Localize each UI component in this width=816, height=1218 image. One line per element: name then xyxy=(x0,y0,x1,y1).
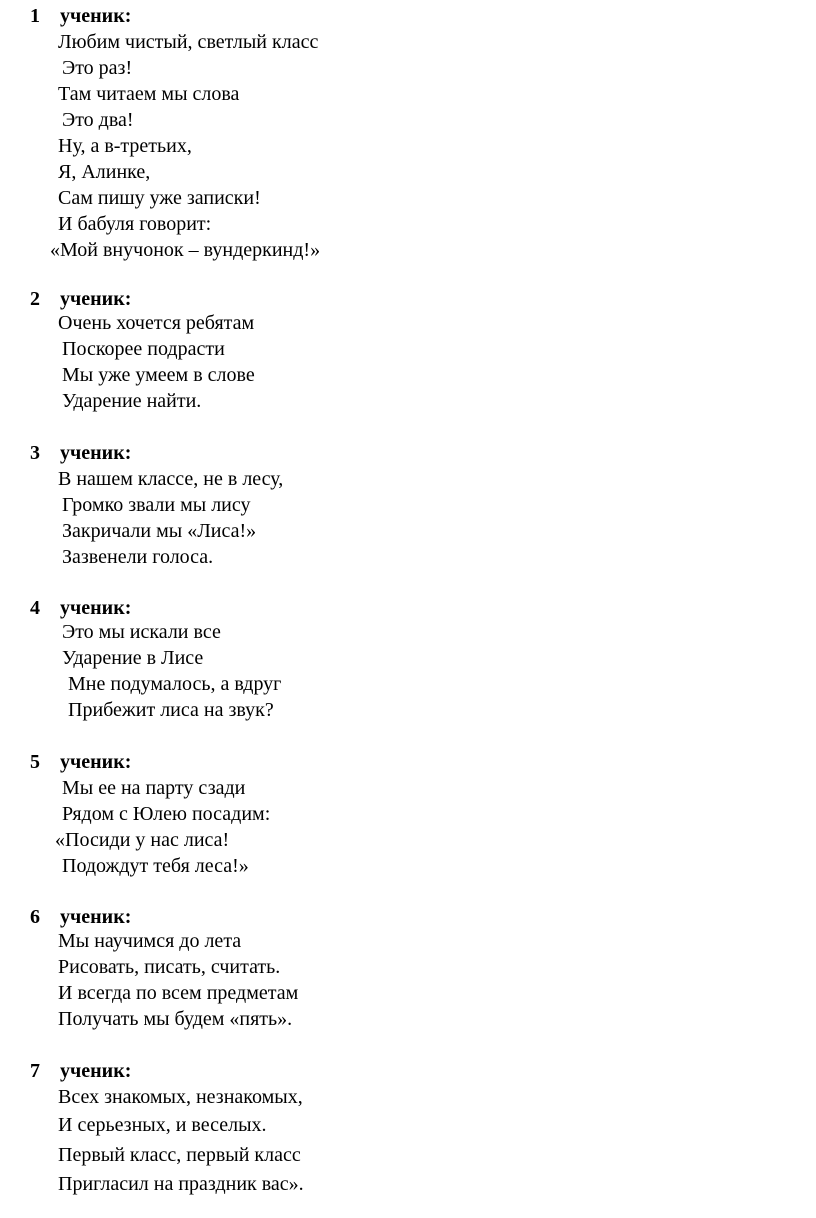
stanza-3 xyxy=(0,440,816,570)
verse-line: Любим чистый, светлый класс xyxy=(58,31,319,53)
verse-line: Всех знакомых, незнакомых, xyxy=(58,1086,303,1108)
stanza-heading xyxy=(30,3,131,29)
verse-line: Мы ее на парту сзади xyxy=(62,777,246,799)
stanza-4 xyxy=(0,595,816,725)
verse-line: Получать мы будем «пять». xyxy=(58,1008,293,1030)
stanza-number: 6 xyxy=(30,906,40,928)
stanza-speaker: ученик: xyxy=(60,5,132,27)
verse-line: Мы научимся до лета xyxy=(58,930,242,952)
verse-line: Рядом с Юлею посадим: xyxy=(62,803,271,825)
verse-line: Поскорее подрасти xyxy=(62,338,225,360)
stanza-speaker: ученик: xyxy=(60,597,132,619)
verse-line: Это мы искали все xyxy=(62,621,221,643)
verse-line: Ударение найти. xyxy=(62,390,202,412)
verse-line: «Посиди у нас лиса! xyxy=(55,829,230,851)
verse-line: Ну, а в-третьих, xyxy=(58,135,192,157)
stanza-number: 5 xyxy=(30,751,40,773)
verse-line: Я, Алинке, xyxy=(58,161,151,183)
verse-line: И серьезных, и веселых. xyxy=(58,1114,267,1136)
verse-line: Очень хочется ребятам xyxy=(58,312,255,334)
stanza-speaker: ученик: xyxy=(60,288,132,310)
stanza-heading xyxy=(30,749,131,775)
verse-line: Подождут тебя леса!» xyxy=(62,855,249,877)
verse-line: Зазвенели голоса. xyxy=(62,546,214,568)
stanza-number: 1 xyxy=(30,5,40,27)
verse-line: Ударение в Лисе xyxy=(62,647,204,669)
stanza-speaker: ученик: xyxy=(60,906,132,928)
stanza-heading xyxy=(30,904,131,930)
stanza-heading xyxy=(30,1058,131,1084)
verse-line: Прибежит лиса на звук? xyxy=(68,699,274,721)
stanza-5 xyxy=(0,749,816,879)
stanza-heading xyxy=(30,440,131,466)
verse-line: Это раз! xyxy=(62,57,133,79)
stanza-2 xyxy=(0,286,816,416)
verse-line: Мы уже умеем в слове xyxy=(62,364,255,386)
verse-line: Рисовать, писать, считать. xyxy=(58,956,281,978)
stanza-6 xyxy=(0,904,816,1034)
verse-line: И всегда по всем предметам xyxy=(58,982,299,1004)
stanza-number: 7 xyxy=(30,1060,40,1082)
stanza-number: 3 xyxy=(30,442,40,464)
verse-line: Громко звали мы лису xyxy=(62,494,251,516)
verse-line: Там читаем мы слова xyxy=(58,83,240,105)
stanza-heading xyxy=(30,286,131,312)
stanza-speaker: ученик: xyxy=(60,751,132,773)
stanza-1 xyxy=(0,3,816,263)
stanza-speaker: ученик: xyxy=(60,1060,132,1082)
stanza-7 xyxy=(0,1058,816,1198)
stanza-speaker: ученик: xyxy=(60,442,132,464)
verse-line: Пригласил на праздник вас». xyxy=(58,1173,304,1195)
stanza-number: 4 xyxy=(30,597,40,619)
stanza-number: 2 xyxy=(30,288,40,310)
verse-line: Мне подумалось, а вдруг xyxy=(68,673,282,695)
verse-line: «Мой внучонок – вундеркинд!» xyxy=(50,239,321,261)
verse-line: Первый класс, первый класс xyxy=(58,1144,301,1166)
verse-line: В нашем классе, не в лесу, xyxy=(58,468,284,490)
stanza-heading xyxy=(30,595,131,621)
verse-line: Закричали мы «Лиса!» xyxy=(62,520,257,542)
verse-line: Это два! xyxy=(62,109,134,131)
verse-line: И бабуля говорит: xyxy=(58,213,212,235)
verse-line: Сам пишу уже записки! xyxy=(58,187,261,209)
